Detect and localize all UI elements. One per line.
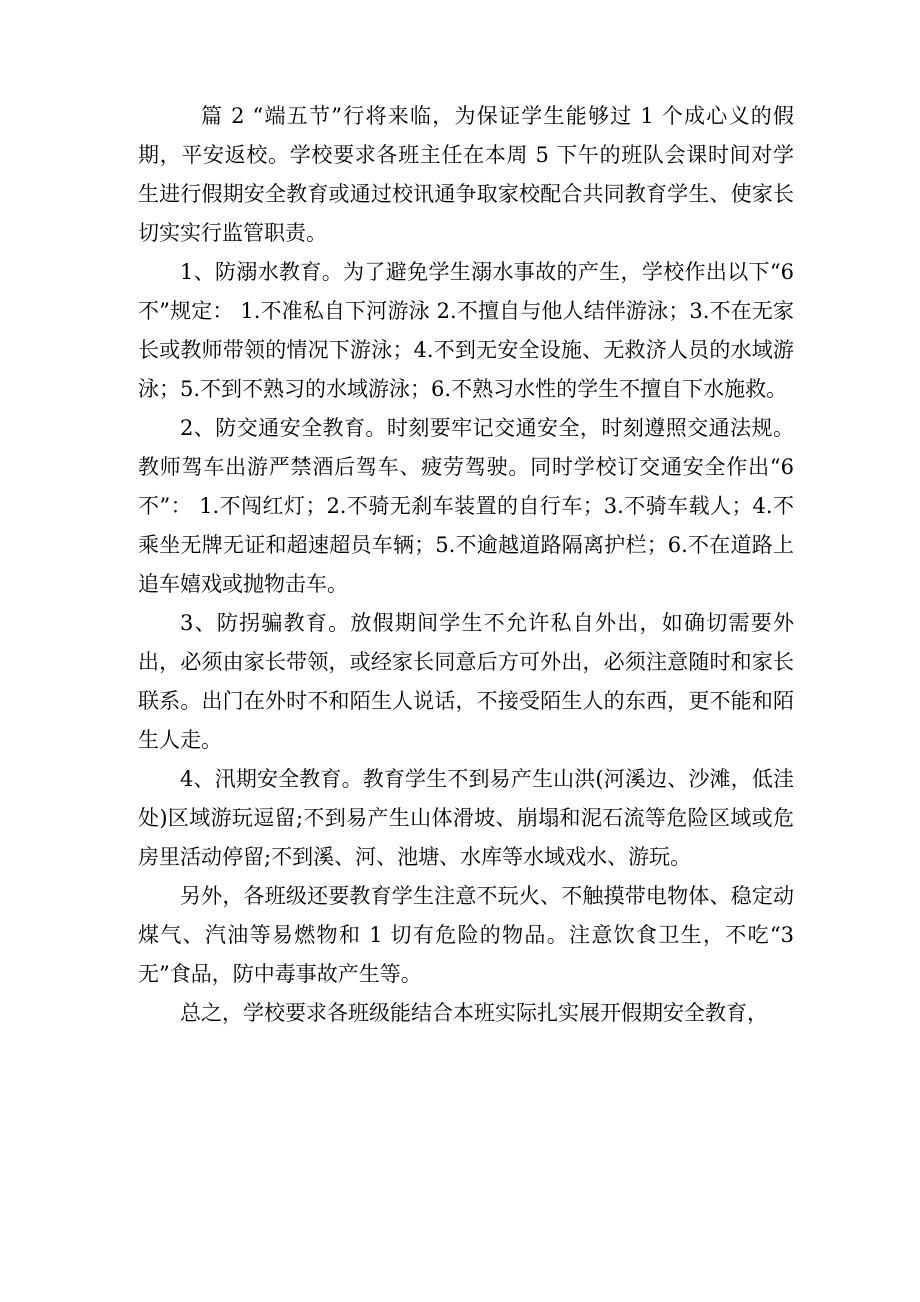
paragraph-anti-abduction: 3、防拐骗教育。放假期间学生不允许私自外出，如确切需要外出，必须由家长带领，或经家长同意后方可外出，必须注意随时和家长联系。出门在外时不和陌生人说话，不接受陌生人的东西，更不能和陌生人走。 bbox=[138, 611, 794, 752]
paragraph-flood-safety: 4、汛期安全教育。教育学生不到易产生山洪(河溪边、沙滩，低洼处)区域游玩逗留;不到易产生山体滑坡、崩塌和泥石流等危险区域或危房里活动停留;不到溪、河、池塘、水库等水域戏水、游玩。 bbox=[138, 767, 794, 869]
paragraph-drowning-prevention: 1、防溺水教育。为了避免学生溺水事故的产生，学校作出以下“6 不”规定： 1.不准私自下河游泳 2.不擅自与他人结伴游泳；3.不在无家长或教师带领的情况下游泳；4.不到无安全设施、无救济人员的水域游泳；5.不到不熟习的水域游泳；6.不熟习水性的学生不擅自下水施救。 bbox=[138, 260, 794, 401]
paragraph-additional: 另外，各班级还要教育学生注意不玩火、不触摸带电物体、稳定动煤气、汽油等易燃物和 1 切有危险的物品。注意饮食卫生，不吃“3 无”食品，防中毒事故产生等。 bbox=[138, 884, 794, 986]
document-body bbox=[138, 97, 794, 1033]
paragraph-intro: 篇 2 “端五节”行将来临，为保证学生能够过 1 个成心义的假期，平安返校。学校要求各班主任在本周 5 下午的班队会课时间对学生进行假期安全教育或通过校讯通争取家校配合共同教育学生、使家长切实实行监管职责。 bbox=[138, 104, 794, 245]
paragraph-conclusion: 总之，学校要求各班级能结合本班实际扎实展开假期安全教育， bbox=[180, 1001, 768, 1025]
paragraph-traffic-safety: 2、防交通安全教育。时刻要牢记交通安全，时刻遵照交通法规。教师驾车出游严禁酒后驾车、疲劳驾驶。同时学校订交通安全作出“6 不”： 1.不闯红灯；2.不骑无刹车装置的自行车；3.不骑车载人；4.不乘坐无牌无证和超速超员车辆；5.不逾越道路隔离护栏；6.不在道路上追车嬉戏或抛物击车。 bbox=[138, 416, 794, 596]
